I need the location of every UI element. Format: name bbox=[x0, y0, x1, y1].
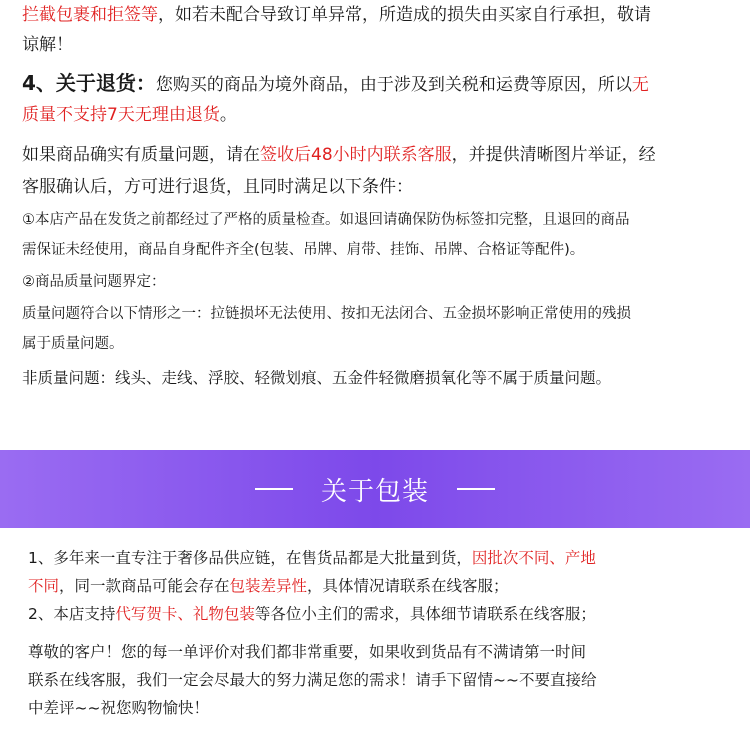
condition-1-line-1: ①本店产品在发货之前都经过了严格的质量检查。如退回请确保防伪标签扣完整，且退回的商品 bbox=[22, 212, 630, 228]
returns-heading-line: 4、关于退货：您购买的商品为境外商品，由于涉及到关税和运费等原因，所以无 bbox=[22, 71, 649, 95]
closing-line-3: 中差评~~祝您购物愉快！ bbox=[28, 699, 209, 717]
condition-1-line-2: 需保证未经使用，商品自身配件齐全(包装、吊牌、肩带、挂饰、吊牌、合格证等配件)。 bbox=[22, 242, 585, 258]
gift-service: 代写贺卡、礼物包装 bbox=[115, 605, 255, 623]
condition-3-line-2: 属于质量问题。 bbox=[22, 336, 124, 352]
condition-3-line-1: 质量问题符合以下情形之一：拉链损坏无法使用、按扣无法闭合、五金损坏影响正常使用的残损 bbox=[22, 306, 631, 322]
notice-line-1: 拦截包裹和拒签等，如若未配合导致订单异常，所造成的损失由买家自行承担，敬请 bbox=[22, 5, 651, 25]
closing-line-1: 尊敬的客户！您的每一单评价对我们都非常重要，如果收到货品有不满请第一时间 bbox=[28, 643, 587, 661]
banner-left-rule bbox=[255, 488, 293, 490]
non-quality-issues: 非质量问题：线头、走线、浮胶、轻微划痕、五金件轻微磨损氧化等不属于质量问题。 bbox=[22, 369, 612, 387]
packaging-difference: 包装差异性 bbox=[229, 577, 308, 595]
packaging-note-2: 2、本店支持代写贺卡、礼物包装等各位小主们的需求，具体细节请联系在线客服； bbox=[28, 605, 596, 623]
condition-2: ②商品质量问题界定： bbox=[22, 274, 166, 290]
contact-deadline: 签收后48小时内联系客服 bbox=[260, 145, 452, 165]
packaging-note-1-line-1: 1、多年来一直专注于奢侈品供应链，在售货品都是大批量到货，因批次不同、产地 bbox=[28, 549, 596, 567]
packaging-note-1-line-2: 不同，同一款商品可能会存在包装差异性，具体情况请联系在线客服； bbox=[28, 577, 509, 595]
intercept-warning: 拦截包裹和拒签等 bbox=[22, 5, 158, 25]
banner-title: 关于包装 bbox=[320, 476, 429, 507]
packaging-banner bbox=[0, 450, 750, 528]
quality-claim-line-1: 如果商品确实有质量问题，请在签收后48小时内联系客服，并提供清晰图片举证，经 bbox=[22, 145, 656, 165]
closing-line-2: 联系在线客服，我们一定会尽最大的努力满足您的需求！请手下留情~~不要直接给 bbox=[28, 671, 597, 689]
returns-policy-line: 质量不支持7天无理由退货。 bbox=[22, 105, 237, 125]
returns-heading: 4、关于退货： bbox=[22, 71, 156, 95]
notice-line-2: 谅解！ bbox=[22, 35, 73, 55]
quality-claim-line-2: 客服确认后，方可进行退货，且同时满足以下条件： bbox=[22, 177, 413, 197]
no-7day-return: 质量不支持7天无理由退货 bbox=[22, 105, 220, 125]
packaging-section bbox=[0, 528, 750, 748]
banner-right-rule bbox=[457, 488, 495, 490]
